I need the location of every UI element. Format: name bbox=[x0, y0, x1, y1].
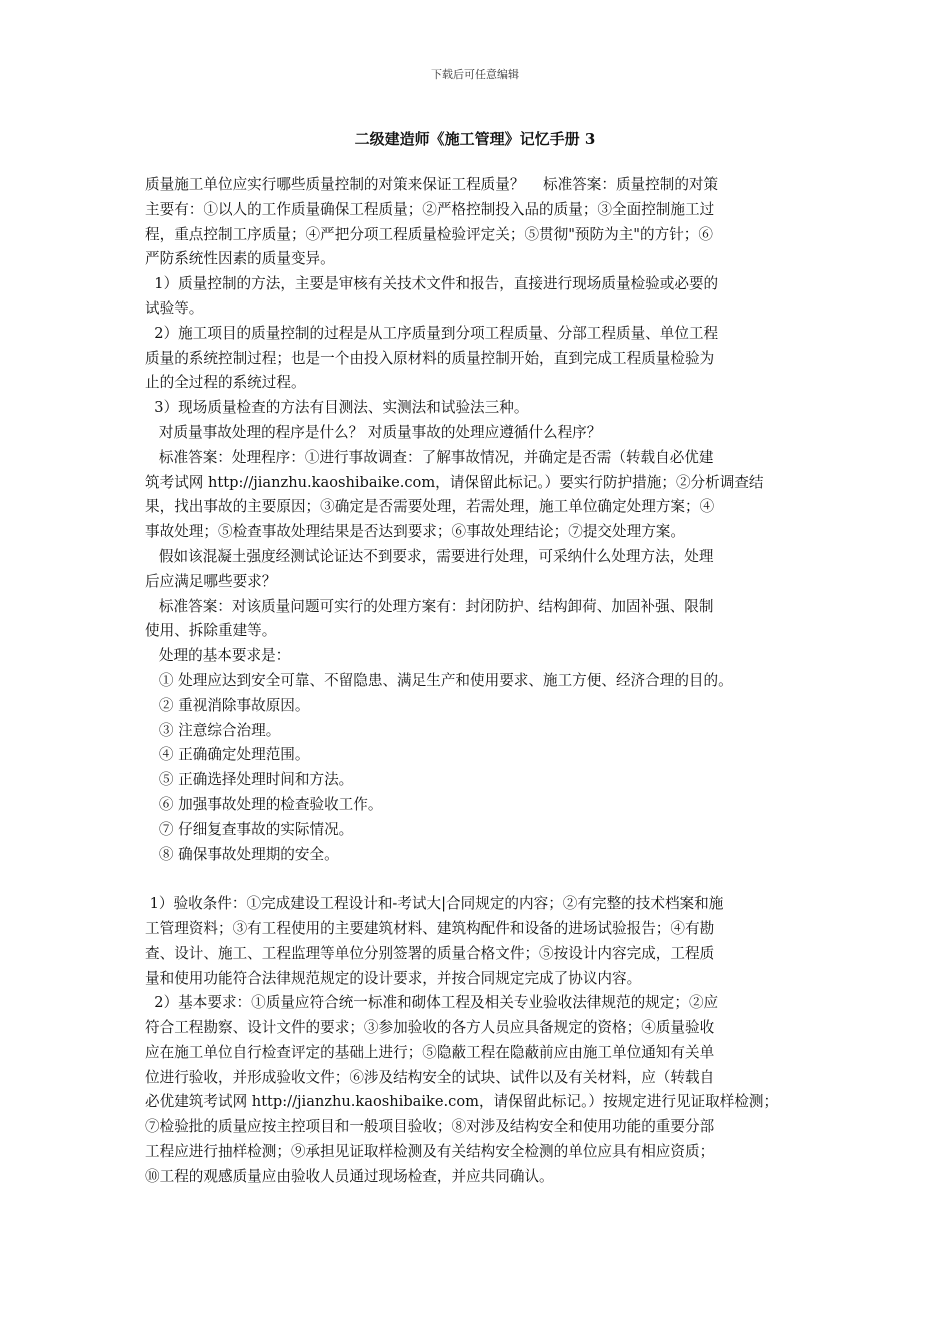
text-line: ⑧ 确保事故处理期的安全。 bbox=[145, 845, 339, 863]
text-line: 严防系统性因素的质量变异。 bbox=[145, 250, 335, 268]
text-line: 止的全过程的系统过程。 bbox=[145, 374, 306, 392]
text-line: ① 处理应达到安全可靠、不留隐患、满足生产和使用要求、施工方便、经济合理的目的。 bbox=[145, 671, 733, 689]
text-line: 事故处理；⑤检查事故处理结果是否达到要求；⑥事故处理结论；⑦提交处理方案。 bbox=[145, 523, 685, 541]
text-line: ⑩工程的观感质量应由验收人员通过现场检查，并应共同确认。 bbox=[145, 1167, 554, 1185]
text-line: ⑦检验批的质量应按主控项目和一般项目验收；⑧对涉及结构安全和使用功能的重要分部 bbox=[145, 1118, 715, 1136]
text-line: 量和使用功能符合法律规范规定的设计要求，并按合同规定完成了协议内容。 bbox=[145, 969, 642, 987]
document-title: 二级建造师《施工管理》记忆手册 3 bbox=[354, 130, 596, 148]
text-line: 位进行验收，并形成验收文件；⑥涉及结构安全的试块、试件以及有关材料，应（转载自 bbox=[145, 1068, 715, 1086]
text-line: 使用、拆除重建等。 bbox=[145, 622, 277, 640]
text-line: 2）施工项目的质量控制的过程是从工序质量到分项工程质量、分部工程质量、单位工程 bbox=[145, 324, 719, 342]
text-line: 应在施工单位自行检查评定的基础上进行；⑤隐蔽工程在隐蔽前应由施工单位通知有关单 bbox=[145, 1043, 715, 1061]
text-line: 1）验收条件：①完成建设工程设计和-考试大|合同规定的内容；②有完整的技术档案和施 bbox=[145, 895, 724, 913]
text-line: 果，找出事故的主要原因；③确定是否需要处理，若需处理，施工单位确定处理方案；④ bbox=[145, 498, 715, 516]
text-line: 主要有：①以人的工作质量确保工程质量；②严格控制投入品的质量；③全面控制施工过 bbox=[145, 200, 715, 218]
text-line: 3）现场质量检查的方法有目测法、实测法和试验法三种。 bbox=[145, 399, 529, 417]
text-line: 标准答案：对该质量问题可实行的处理方案有：封闭防护、结构卸荷、加固补强、限制 bbox=[145, 597, 714, 615]
text-line: 工管理资料；③有工程使用的主要建筑材料、建筑构配件和设备的进场试验报告；④有勘 bbox=[145, 919, 715, 937]
text-line: 程，重点控制工序质量；④严把分项工程质量检验评定关；⑤贯彻"预防为主"的方针；⑥ bbox=[145, 225, 713, 243]
text-line: 后应满足哪些要求？ bbox=[145, 572, 277, 590]
text-line: 处理的基本要求是： bbox=[145, 647, 291, 665]
text-line: 假如该混凝土强度经测试论证达不到要求，需要进行处理，可采纳什么处理方法，处理 bbox=[145, 547, 714, 565]
blank-line bbox=[145, 867, 813, 892]
text-line: ③ 注意综合治理。 bbox=[145, 721, 281, 739]
document-body bbox=[145, 173, 813, 1190]
text-line: 符合工程勘察、设计文件的要求；③参加验收的各方人员应具备规定的资格；④质量验收 bbox=[145, 1019, 715, 1037]
text-line: ⑦ 仔细复查事故的实际情况。 bbox=[145, 820, 354, 838]
text-line: 1）质量控制的方法，主要是审核有关技术文件和报告，直接进行现场质量检验或必要的 bbox=[145, 275, 719, 293]
text-line: ④ 正确确定处理范围。 bbox=[145, 746, 310, 764]
text-line: ⑥ 加强事故处理的检查验收工作。 bbox=[145, 795, 383, 813]
text-line: 试验等。 bbox=[145, 299, 204, 317]
text-line: 标准答案：处理程序：①进行事故调查：了解事故情况，并确定是否需（转载自必优建 bbox=[145, 448, 714, 466]
text-line: ② 重视消除事故原因。 bbox=[145, 696, 310, 714]
text-line: 必优建筑考试网 http://jianzhu.kaoshibaike.com，请保留此标记。）按规定进行见证取样检测； bbox=[145, 1093, 779, 1111]
text-line: 查、设计、施工、工程监理等单位分别签署的质量合格文件；⑤按设计内容完成，工程质 bbox=[145, 944, 715, 962]
text-line: 质量施工单位应实行哪些质量控制的对策来保证工程质量？ 标准答案：质量控制的对策 bbox=[145, 176, 719, 193]
text-line: 工程应进行抽样检测；⑨承担见证取样检测及有关结构安全检测的单位应具有相应资质； bbox=[145, 1143, 715, 1161]
text-line: 质量的系统控制过程；也是一个由投入原材料的质量控制开始，直到完成工程质量检验为 bbox=[145, 349, 715, 367]
text-line: 2）基本要求：①质量应符合统一标准和砌体工程及相关专业验收法律规范的规定；②应 bbox=[145, 994, 719, 1012]
text-line: 筑考试网 http://jianzhu.kaoshibaike.com，请保留此标记。）要实行防护措施；②分析调查结 bbox=[145, 473, 764, 491]
text-line: ⑤ 正确选择处理时间和方法。 bbox=[145, 771, 354, 789]
header-note: 下载后可任意编辑 bbox=[431, 68, 519, 81]
text-line: 对质量事故处理的程序是什么？ 对质量事故的处理应遵循什么程序？ bbox=[145, 423, 602, 441]
